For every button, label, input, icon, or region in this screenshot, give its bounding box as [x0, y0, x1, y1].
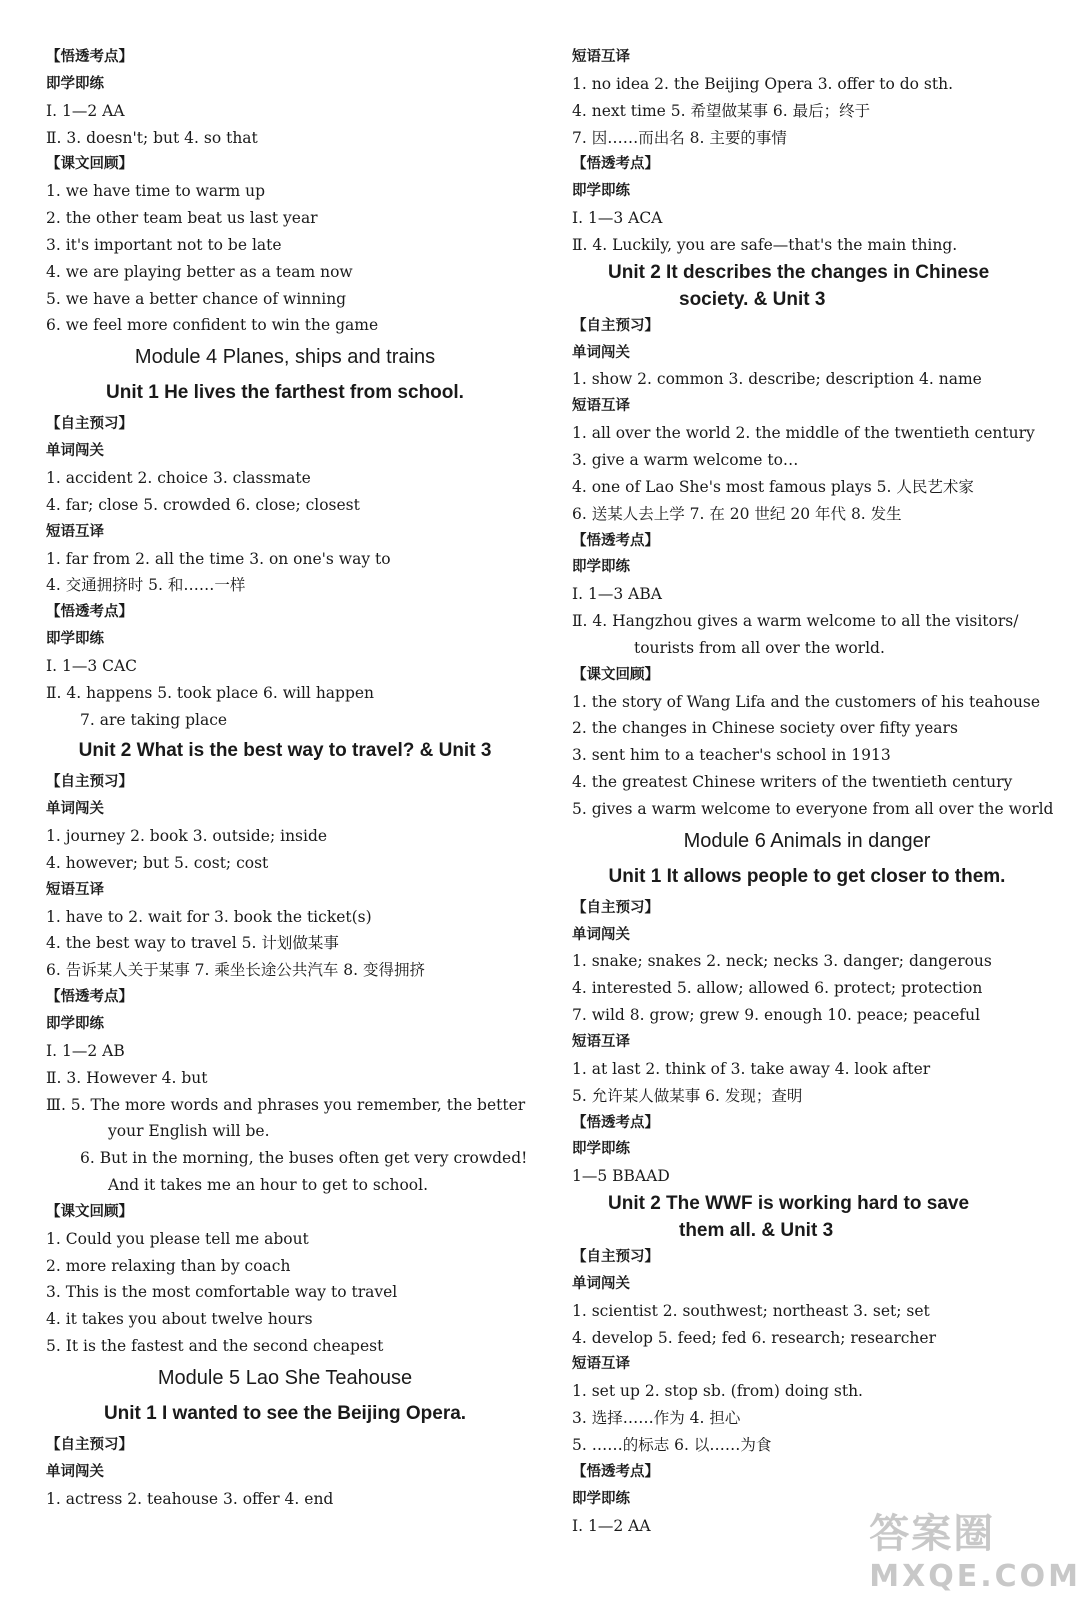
answer-line: 1. the story of Wang Lifa and the customers of his teahouse — [572, 692, 1041, 711]
unit-title: Unit 1 He lives the farthest from school. — [106, 382, 464, 404]
answer-line: 1. accident 2. choice 3. classmate — [46, 468, 311, 487]
answer-line: 4. far; close 5. crowded 6. close; closest — [46, 495, 360, 514]
answer-line: Ⅱ. 4. Luckily, you are safe—that's the main thing. — [572, 235, 958, 254]
subsection-heading: 即学即练 — [572, 559, 630, 576]
answer-line: Ⅲ. 5. The more words and phrases you remember, the better — [46, 1095, 526, 1114]
subsection-heading: 短语互译 — [572, 49, 630, 65]
answer-line: Ⅰ. 1—2 AA — [572, 1516, 651, 1535]
left-column — [46, 44, 528, 1513]
answer-line: your English will be. — [108, 1122, 270, 1141]
answer-line: And it takes me an hour to get to school. — [108, 1176, 429, 1195]
answer-line: 2. more relaxing than by coach — [46, 1256, 291, 1275]
answer-line: 6. But in the morning, the buses often get very crowded! — [80, 1149, 528, 1168]
answer-line: 4. next time 5. 希望做某事 6. 最后；终于 — [572, 101, 871, 120]
answer-line: Ⅰ. 1—3 CAC — [46, 656, 138, 675]
subsection-heading: 即学即练 — [572, 183, 630, 200]
unit-title-continued: society. & Unit 3 — [679, 288, 826, 310]
unit-title: Unit 1 I wanted to see the Beijing Opera. — [103, 1402, 467, 1424]
answer-line: 1. at last 2. think of 3. take away 4. look after — [572, 1059, 931, 1078]
section-tag: 【悟透考点】 — [572, 532, 659, 549]
answer-line: 7. 因……而出名 8. 主要的事情 — [572, 128, 787, 147]
answer-line: 4. the greatest Chinese writers of the twentieth century — [572, 773, 1013, 792]
answer-line: 3. give a warm welcome to… — [572, 450, 799, 469]
answer-line: tourists from all over the world. — [634, 638, 885, 657]
subsection-heading: 短语互译 — [572, 1356, 630, 1373]
answer-line: Ⅰ. 1—3 ACA — [572, 209, 663, 228]
section-tag: 【课文回顾】 — [572, 666, 659, 683]
answer-line: 3. This is the most comfortable way to travel — [46, 1283, 398, 1302]
answer-line: 1. scientist 2. southwest; northeast 3. set; set — [572, 1301, 930, 1320]
subsection-heading: 单词闯关 — [46, 801, 104, 818]
answer-line: 1. show 2. common 3. describe; description 4. name — [572, 370, 982, 389]
answer-line: 3. sent him to a teacher's school in 1913 — [572, 746, 891, 765]
answer-line: Ⅰ. 1—2 AB — [46, 1041, 125, 1060]
answer-line: Ⅱ. 4. Hangzhou gives a warm welcome to all the visitors/ — [572, 612, 1019, 631]
answer-line: 1. set up 2. stop sb. (from) doing sth. — [572, 1382, 863, 1401]
answer-line: 4. one of Lao She's most famous plays 5. 人民艺术家 — [572, 477, 974, 496]
answer-line: 4. interested 5. allow; allowed 6. protect; protection — [572, 979, 983, 998]
answer-line: 1. all over the world 2. the middle of the twentieth century — [572, 424, 1035, 443]
subsection-heading: 单词闯关 — [46, 443, 104, 460]
answer-line: 1. Could you please tell me about — [46, 1229, 309, 1248]
answer-line: 1—5 BBAAD — [572, 1167, 670, 1186]
unit-title-continued: them all. & Unit 3 — [679, 1220, 834, 1242]
subsection-heading: 单词闯关 — [572, 1275, 630, 1292]
answer-line: 5. gives a warm welcome to everyone from all over the world — [572, 799, 1054, 818]
module-title: Module 5 Lao She Teahouse — [157, 1366, 413, 1389]
answer-line: 1. have to 2. wait for 3. book the ticket(s) — [46, 907, 372, 926]
subsection-heading: 即学即练 — [572, 1141, 630, 1158]
answer-line: Ⅱ. 3. doesn't; but 4. so that — [46, 128, 258, 147]
subsection-heading: 短语互译 — [572, 398, 630, 415]
answer-line: 3. it's important not to be late — [46, 235, 282, 254]
answer-line: 6. we feel more confident to win the game — [46, 316, 379, 335]
subsection-heading: 单词闯关 — [572, 926, 630, 943]
subsection-heading: 即学即练 — [46, 631, 104, 648]
section-tag: 【自主预习】 — [46, 774, 133, 791]
unit-title: Unit 1 It allows people to get closer to them. — [608, 865, 1006, 887]
answer-line: 4. it takes you about twelve hours — [46, 1310, 313, 1329]
answer-line: 5. It is the fastest and the second cheapest — [46, 1337, 384, 1356]
answer-line: Ⅰ. 1—3 ABA — [572, 585, 662, 604]
answer-line: 4. however; but 5. cost; cost — [46, 853, 269, 872]
answer-line: 6. 告诉某人关于某事 7. 乘坐长途公共汽车 8. 变得拥挤 — [46, 961, 426, 980]
module-title: Module 4 Planes, ships and trains — [134, 346, 436, 369]
answer-line: 3. 选择……作为 4. 担心 — [572, 1409, 741, 1428]
answer-line: 6. 送某人去上学 7. 在 20 世纪 20 年代 8. 发生 — [572, 504, 902, 523]
subsection-heading: 即学即练 — [46, 75, 104, 92]
watermark-url: MXQE.COM — [869, 1559, 1081, 1594]
section-tag: 【悟透考点】 — [46, 604, 133, 621]
unit-title: Unit 2 It describes the changes in Chinese — [608, 261, 990, 283]
answer-line: 1. journey 2. book 3. outside; inside — [46, 827, 328, 846]
subsection-heading: 即学即练 — [572, 1490, 630, 1507]
answer-line: 7. are taking place — [80, 710, 228, 729]
answer-line: 2. the other team beat us last year — [46, 209, 318, 228]
answer-line: 5. we have a better chance of winning — [46, 289, 347, 308]
answer-line: 1. no idea 2. the Beijing Opera 3. offer to do sth. — [572, 74, 954, 93]
answer-line: Ⅱ. 4. happens 5. took place 6. will happen — [46, 683, 375, 702]
answer-line: 1. we have time to warm up — [46, 182, 266, 201]
section-tag: 【自主预习】 — [572, 899, 659, 916]
section-tag: 【自主预习】 — [46, 416, 133, 433]
answer-line: Ⅰ. 1—2 AA — [46, 101, 125, 120]
subsection-heading: 即学即练 — [46, 1016, 104, 1032]
answer-line: 2. the changes in Chinese society over fifty years — [572, 719, 958, 738]
unit-title: Unit 2 The WWF is working hard to save — [608, 1193, 970, 1215]
answer-line: 1. far from 2. all the time 3. on one's way to — [46, 549, 391, 568]
answer-line: 5. 允许某人做某事 6. 发现；查明 — [572, 1086, 803, 1105]
unit-title: Unit 2 What is the best way to travel? & Unit 3 — [78, 740, 492, 762]
answer-line: 7. wild 8. grow; grew 9. enough 10. peace; peaceful — [572, 1006, 981, 1025]
section-tag: 【悟透考点】 — [572, 1114, 659, 1131]
section-tag: 【课文回顾】 — [46, 156, 133, 173]
section-tag: 【自主预习】 — [572, 1249, 659, 1266]
section-tag: 【自主预习】 — [46, 1436, 133, 1453]
answer-line: Ⅱ. 3. However 4. but — [46, 1068, 208, 1087]
subsection-heading: 短语互译 — [46, 523, 104, 540]
subsection-heading: 单词闯关 — [46, 1463, 104, 1480]
module-title: Module 6 Animals in danger — [683, 829, 931, 852]
watermark-logo — [869, 1502, 1081, 1594]
section-tag: 【悟透考点】 — [46, 49, 133, 65]
subsection-heading: 单词闯关 — [572, 344, 630, 361]
answer-line: 4. develop 5. feed; fed 6. research; researcher — [572, 1328, 937, 1347]
answer-line: 4. we are playing better as a team now — [46, 262, 353, 281]
right-column — [572, 44, 1054, 1539]
answer-line: 1. actress 2. teahouse 3. offer 4. end — [46, 1489, 334, 1508]
subsection-heading: 短语互译 — [46, 881, 104, 898]
answer-line: 4. the best way to travel 5. 计划做某事 — [46, 934, 339, 953]
section-tag: 【悟透考点】 — [572, 1463, 659, 1480]
section-tag: 【课文回顾】 — [46, 1203, 133, 1220]
watermark-text: 答案圈 — [869, 1511, 996, 1557]
section-tag: 【悟透考点】 — [46, 989, 133, 1006]
subsection-heading: 短语互译 — [572, 1034, 630, 1050]
answer-line: 4. 交通拥挤时 5. 和……一样 — [46, 576, 246, 595]
section-tag: 【悟透考点】 — [572, 156, 659, 173]
section-tag: 【自主预习】 — [572, 317, 659, 334]
answer-line: 1. snake; snakes 2. neck; necks 3. danger; dangerous — [572, 952, 992, 971]
answer-line: 5. ……的标志 6. 以……为食 — [572, 1435, 772, 1454]
